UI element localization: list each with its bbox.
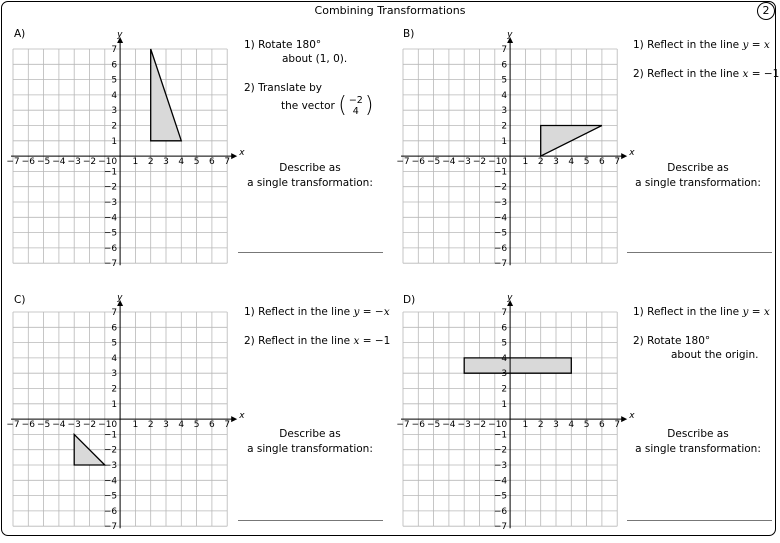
- math-var: y: [353, 306, 360, 318]
- y-tick-label: 5: [501, 75, 507, 86]
- x-tick-label: −6: [21, 156, 35, 167]
- x-tick-label: −3: [457, 419, 471, 430]
- panel-c-describe: [230, 427, 390, 457]
- x-tick-label: −7: [6, 419, 20, 430]
- origin-label: 0: [501, 156, 507, 167]
- y-tick-label: −2: [103, 182, 117, 193]
- x-axis-label: x: [239, 410, 245, 421]
- y-tick-label: 6: [501, 323, 507, 334]
- panel-a-answer-line[interactable]: [238, 252, 383, 253]
- x-tick-label: −6: [21, 419, 35, 430]
- x-tick-label: 4: [178, 156, 185, 167]
- y-tick-label: −7: [103, 259, 117, 270]
- y-tick-label: 2: [111, 121, 117, 132]
- x-tick-label: 6: [208, 156, 215, 167]
- math-var: y: [742, 306, 749, 318]
- y-tick-label: −1: [493, 167, 507, 178]
- y-tick-label: −6: [493, 243, 507, 254]
- x-tick-label: 4: [568, 419, 575, 430]
- vector-top: −2: [348, 95, 363, 106]
- x-axis-label: x: [629, 147, 635, 158]
- y-tick-label: −5: [103, 491, 117, 502]
- panel-c-step-2: [244, 334, 390, 348]
- panel-c-step-1: [244, 305, 390, 319]
- x-tick-label: 3: [163, 419, 169, 430]
- panel-a-step-2-detail: the vector: [281, 100, 335, 112]
- y-tick-label: −4: [103, 476, 117, 487]
- x-tick-label: −4: [442, 419, 456, 430]
- x-tick-label: 2: [537, 156, 544, 167]
- panel-a-step-1-detail: about (1, 0).: [282, 53, 348, 65]
- panel-a-column-vector: ( −2 4 ): [338, 93, 374, 118]
- x-tick-label: 7: [614, 156, 620, 167]
- panel-a-step-1-text: 1) Rotate 180°: [244, 39, 322, 51]
- origin-label: 0: [111, 156, 117, 167]
- y-tick-label: 1: [501, 399, 507, 410]
- y-tick-label: −1: [103, 167, 117, 178]
- x-tick-label: 4: [568, 156, 575, 167]
- panel-c-answer-line[interactable]: [238, 520, 383, 521]
- step-text: 2) Reflect in the line: [244, 335, 354, 347]
- y-tick-label: −6: [103, 243, 117, 254]
- y-tick-label: 1: [111, 399, 117, 410]
- x-tick-label: 3: [553, 156, 559, 167]
- x-tick-label: 3: [553, 419, 559, 430]
- panel-d-step-1: [633, 305, 770, 319]
- y-tick-label: 5: [111, 75, 117, 86]
- y-tick-label: 4: [111, 90, 117, 101]
- panel-d-label: D): [403, 294, 416, 306]
- y-tick-label: −3: [493, 460, 507, 471]
- describe-line-2: a single transformation:: [247, 177, 373, 189]
- panel-b-label: B): [403, 28, 415, 40]
- x-tick-label: −5: [36, 419, 51, 430]
- x-tick-label: 3: [163, 156, 169, 167]
- y-axis-label: y: [506, 29, 513, 40]
- y-tick-label: −1: [493, 430, 507, 441]
- y-tick-label: −2: [493, 182, 507, 193]
- x-axis-arrow: [231, 416, 237, 422]
- y-tick-label: 3: [501, 369, 507, 380]
- step-text: 1) Reflect in the line: [633, 39, 743, 51]
- math-value: −1: [374, 335, 391, 347]
- x-tick-label: 6: [598, 156, 605, 167]
- x-tick-label: 2: [537, 419, 544, 430]
- x-tick-label: 5: [583, 419, 590, 430]
- describe-line-1: Describe as: [279, 162, 341, 174]
- y-axis-label: y: [506, 292, 513, 303]
- x-tick-label: −4: [52, 419, 66, 430]
- x-tick-label: 7: [614, 419, 620, 430]
- panel-b-answer-line[interactable]: [627, 252, 772, 253]
- math-var: −x: [374, 306, 390, 318]
- y-tick-label: −5: [493, 228, 507, 239]
- x-tick-label: 7: [224, 156, 230, 167]
- x-tick-label: 6: [598, 419, 605, 430]
- panel-d-step-2-text: 2) Rotate 180°: [633, 335, 711, 347]
- describe-line-2: a single transformation:: [247, 443, 373, 455]
- equals-sign: =: [748, 306, 764, 318]
- x-tick-label: −5: [426, 419, 441, 430]
- panel-d-grid: [393, 292, 658, 543]
- x-tick-label: 2: [147, 156, 154, 167]
- y-tick-label: −3: [103, 197, 117, 208]
- x-tick-label: −3: [457, 156, 471, 167]
- panel-a-step-1: [244, 38, 347, 66]
- y-tick-label: 5: [501, 338, 507, 349]
- x-tick-label: 1: [522, 156, 529, 167]
- describe-line-2: a single transformation:: [635, 177, 761, 189]
- y-tick-label: −3: [493, 197, 507, 208]
- x-tick-label: −2: [82, 419, 97, 430]
- y-tick-label: 2: [111, 384, 117, 395]
- y-tick-label: 6: [111, 60, 117, 71]
- describe-line-1: Describe as: [279, 428, 341, 440]
- y-tick-label: 3: [111, 369, 117, 380]
- y-tick-label: 2: [501, 121, 507, 132]
- x-axis-arrow: [231, 153, 237, 159]
- equals-sign: =: [359, 335, 375, 347]
- y-tick-label: 4: [111, 353, 117, 364]
- x-tick-label: 1: [132, 156, 139, 167]
- math-var: x: [742, 68, 749, 80]
- x-tick-label: −6: [411, 419, 425, 430]
- y-tick-label: −7: [493, 522, 507, 533]
- y-tick-label: 7: [501, 307, 507, 318]
- y-tick-label: 4: [501, 353, 507, 364]
- x-tick-label: −1: [488, 156, 502, 167]
- x-tick-label: −1: [488, 419, 502, 430]
- y-tick-label: −6: [493, 506, 507, 517]
- panel-a-vector-line: [281, 95, 373, 117]
- describe-line-2: a single transformation:: [635, 443, 761, 455]
- y-tick-label: 7: [111, 44, 117, 55]
- y-axis-label: y: [116, 29, 123, 40]
- x-tick-label: 1: [132, 419, 139, 430]
- origin-label: 0: [111, 419, 117, 430]
- equals-sign: =: [748, 39, 764, 51]
- y-tick-label: 1: [501, 136, 507, 147]
- panel-c-label: C): [14, 294, 26, 306]
- y-tick-label: 3: [501, 106, 507, 117]
- y-tick-label: −1: [103, 430, 117, 441]
- x-tick-label: −5: [36, 156, 51, 167]
- y-tick-label: −7: [493, 259, 507, 270]
- panel-a-describe: [230, 161, 390, 191]
- y-tick-label: −2: [103, 445, 117, 456]
- panel-a-step-2: [244, 81, 322, 95]
- x-tick-label: −3: [67, 419, 81, 430]
- describe-line-1: Describe as: [667, 428, 729, 440]
- y-tick-label: −6: [103, 506, 117, 517]
- x-tick-label: −2: [82, 156, 97, 167]
- x-axis-arrow: [621, 416, 627, 422]
- x-tick-label: −2: [472, 419, 487, 430]
- equals-sign: =: [359, 306, 375, 318]
- math-var: x: [353, 335, 360, 347]
- x-axis-label: x: [629, 410, 635, 421]
- y-tick-label: −3: [103, 460, 117, 471]
- x-tick-label: 2: [147, 419, 154, 430]
- x-tick-label: −7: [396, 156, 410, 167]
- y-tick-label: −2: [493, 445, 507, 456]
- x-tick-label: 7: [224, 419, 230, 430]
- x-tick-label: 5: [193, 156, 200, 167]
- y-tick-label: 7: [501, 44, 507, 55]
- panel-b-describe: [618, 161, 778, 191]
- y-tick-label: 1: [111, 136, 117, 147]
- x-tick-label: 5: [193, 419, 200, 430]
- panel-d-describe: [618, 427, 778, 457]
- x-tick-label: 6: [208, 419, 215, 430]
- origin-label: 0: [501, 419, 507, 430]
- x-tick-label: −7: [396, 419, 410, 430]
- x-tick-label: −5: [426, 156, 441, 167]
- x-tick-label: 1: [522, 419, 529, 430]
- panel-a-step-2-text: 2) Translate by: [244, 82, 323, 94]
- x-axis-label: x: [239, 147, 245, 158]
- math-var: x: [763, 39, 770, 51]
- shape-d: [464, 358, 571, 373]
- y-tick-label: 3: [111, 106, 117, 117]
- y-tick-label: 2: [501, 384, 507, 395]
- y-tick-label: 7: [111, 307, 117, 318]
- y-tick-label: −4: [493, 476, 507, 487]
- step-text: 1) Reflect in the line: [633, 306, 743, 318]
- x-tick-label: −2: [472, 156, 487, 167]
- panel-a-grid: [3, 29, 268, 280]
- equals-sign: =: [748, 68, 764, 80]
- x-tick-label: −6: [411, 156, 425, 167]
- panel-d-step-2-detail: about the origin.: [671, 349, 759, 361]
- math-var: x: [763, 306, 770, 318]
- y-tick-label: 6: [501, 60, 507, 71]
- panel-b-step-1: [633, 38, 770, 52]
- panel-b-step-2: [633, 67, 779, 81]
- worksheet-title: Combining Transformations: [314, 4, 466, 17]
- describe-line-1: Describe as: [667, 162, 729, 174]
- y-tick-label: −7: [103, 522, 117, 533]
- x-tick-label: −4: [52, 156, 66, 167]
- step-text: 1) Reflect in the line: [244, 306, 354, 318]
- y-tick-label: −4: [103, 213, 117, 224]
- panel-b-grid: [393, 29, 658, 280]
- x-tick-label: −3: [67, 156, 81, 167]
- y-tick-label: 4: [501, 90, 507, 101]
- y-tick-label: −4: [493, 213, 507, 224]
- panel-d-step-2: [633, 334, 758, 362]
- vector-bottom: 4: [352, 106, 359, 117]
- x-tick-label: −7: [6, 156, 20, 167]
- y-tick-label: −5: [103, 228, 117, 239]
- page-number-badge: 2: [757, 2, 775, 20]
- y-tick-label: 5: [111, 338, 117, 349]
- panel-a-label: A): [14, 28, 26, 40]
- x-tick-label: 5: [583, 156, 590, 167]
- y-tick-label: −5: [493, 491, 507, 502]
- y-tick-label: 6: [111, 323, 117, 334]
- panel-d-answer-line[interactable]: [627, 520, 772, 521]
- y-axis-label: y: [116, 292, 123, 303]
- x-tick-label: −4: [442, 156, 456, 167]
- math-var: y: [742, 39, 749, 51]
- x-axis-arrow: [621, 153, 627, 159]
- x-tick-label: −1: [98, 156, 112, 167]
- x-tick-label: −1: [98, 419, 112, 430]
- panel-c-grid: [3, 292, 268, 543]
- math-value: −1: [763, 68, 780, 80]
- step-text: 2) Reflect in the line: [633, 68, 743, 80]
- x-tick-label: 4: [178, 419, 185, 430]
